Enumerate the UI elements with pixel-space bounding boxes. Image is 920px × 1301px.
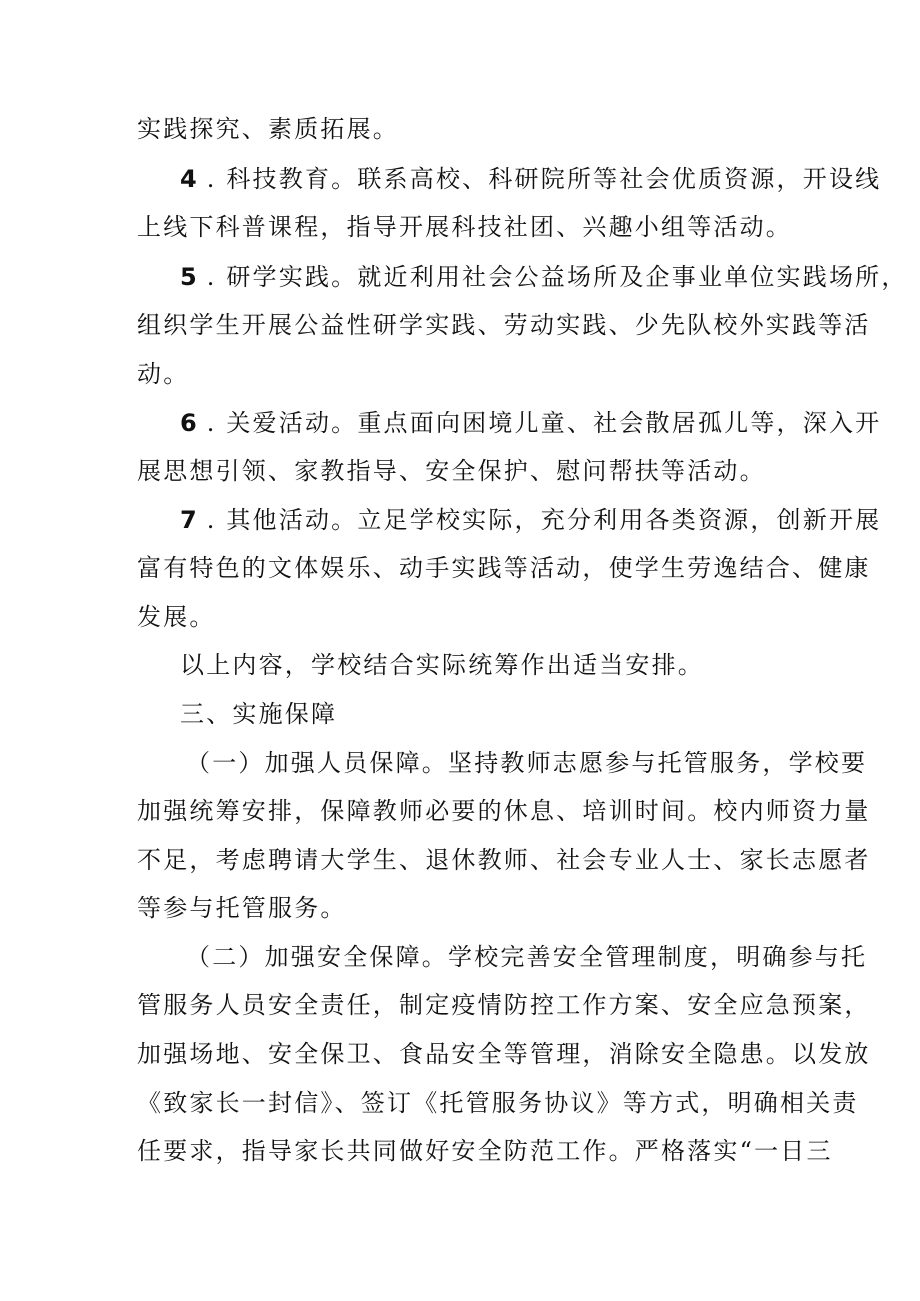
- list-item-7: [180, 503, 882, 537]
- text-line: 组织学生开展公益性研学实践、劳动实践、少先队校外实践等活: [137, 311, 871, 339]
- section-heading: 三、实施保障: [180, 700, 338, 728]
- list-item-text: . 科技教育。联系高校、科研院所等社会优质资源，开设线: [206, 165, 882, 193]
- text-line: 上线下科普课程，指导开展科技社团、兴趣小组等活动。: [137, 213, 792, 241]
- paragraph-line: 加强场地、安全保卫、食品安全等管理，消除安全隐患。以发放: [137, 1040, 871, 1068]
- list-item-4: [180, 162, 882, 196]
- paragraph-line: 加强统筹安排，保障教师必要的休息、培训时间。校内师资力量: [137, 797, 871, 825]
- list-item-number: 5: [180, 263, 197, 291]
- list-item-number: 4: [180, 165, 197, 193]
- list-item-5: [180, 260, 908, 294]
- paragraph-line: （二）加强安全保障。学校完善安全管理制度，明确参与托: [186, 943, 868, 971]
- paragraph-line: 任要求，指导家长共同做好安全防范工作。严格落实“一日三: [137, 1137, 833, 1165]
- list-item-6: [180, 406, 882, 440]
- text-line: 动。: [137, 360, 190, 388]
- paragraph-line: 不足，考虑聘请大学生、退休教师、社会专业人士、家长志愿者: [137, 846, 871, 874]
- list-item-text: . 其他活动。立足学校实际，充分利用各类资源，创新开展: [206, 506, 882, 534]
- paragraph-line: 等参与托管服务。: [137, 894, 347, 922]
- paragraph-line: （一）加强人员保障。坚持教师志愿参与托管服务，学校要: [186, 749, 868, 777]
- text-line: 发展。: [137, 603, 216, 631]
- paragraph-line: 管服务人员安全责任，制定疫情防控工作方案、安全应急预案，: [137, 991, 871, 1019]
- text-line: 展思想引领、家教指导、安全保护、慰问帮扶等活动。: [137, 457, 766, 485]
- text-line: 实践探究、素质拓展。: [137, 115, 399, 143]
- list-item-text: . 研学实践。就近利用社会公益场所及企事业单位实践场所，: [206, 263, 908, 291]
- text-line: 富有特色的文体娱乐、动手实践等活动，使学生劳逸结合、健康: [137, 554, 871, 582]
- list-item-text: . 关爱活动。重点面向困境儿童、社会散居孤儿等，深入开: [206, 409, 882, 437]
- list-item-number: 6: [180, 409, 197, 437]
- list-item-number: 7: [180, 506, 197, 534]
- summary-line: 以上内容，学校结合实际统筹作出适当安排。: [180, 651, 704, 679]
- paragraph-line: 《致家长一封信》、签订《托管服务协议》等方式，明确相关责: [137, 1089, 859, 1117]
